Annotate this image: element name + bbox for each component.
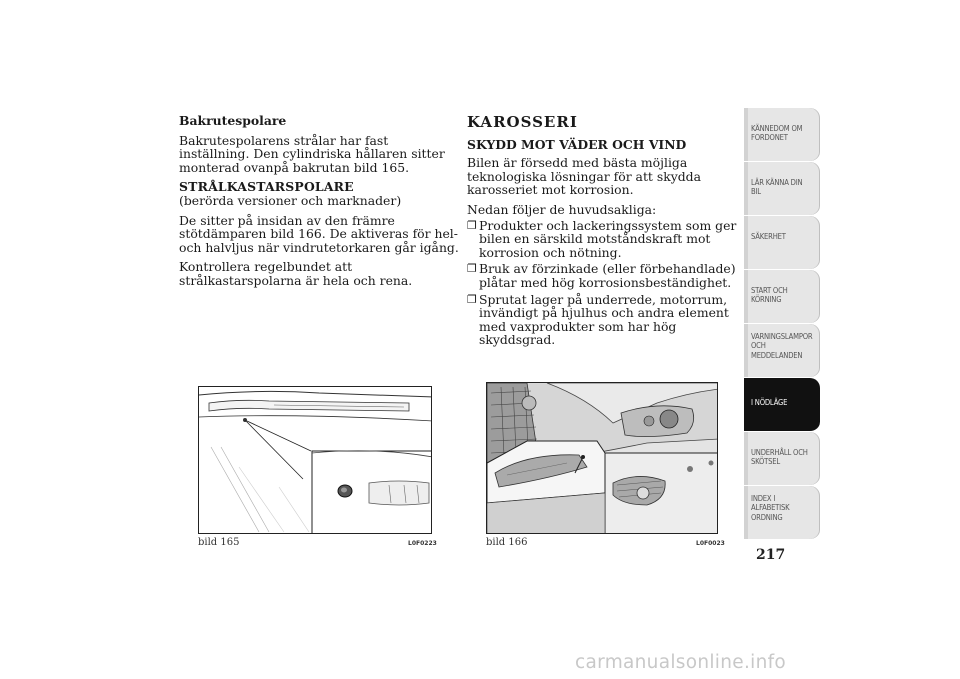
tab-sakerhet[interactable]: SÄKERHET [744,216,820,270]
right-column [467,114,747,350]
tab-varningslampor[interactable]: VARNINGSLAMPOR OCH MEDDELANDEN [744,324,820,378]
left-column [179,114,459,294]
rear-washer-illustration [199,387,432,534]
headlight-washer-check-text: Kontrollera regelbundet att strålkastarspolarna är hela och rena. [179,259,413,288]
rear-washer-heading: Bakrutespolare [179,113,287,128]
checkbox-bullet-icon: ❐ [467,218,477,232]
figure-166-code: L0F0023 [696,540,725,547]
checkbox-bullet-icon: ❐ [467,262,477,276]
section-subtitle: SKYDD MOT VÄDER OCH VIND [467,136,687,152]
section-title-karosseri: KAROSSERI [467,113,578,131]
tab-underhall-och-skotsel[interactable]: UNDERHÅLL OCH SKÖTSEL [744,432,820,486]
headlight-washer-illustration [487,383,718,534]
tab-lar-kanna-din-bil[interactable]: LÄR KÄNNA DIN BIL [744,162,820,216]
list-item: ❐ Produkter och lackeringssystem som ger bilen en särskild motståndskraft mot korrosion och nötning. [467,217,737,260]
protection-list [467,219,747,347]
headlight-washer-note: (berörda versioner och marknader) [179,192,402,208]
tab-start-och-korning[interactable]: START OCH KÖRNING [744,270,820,324]
checkbox-bullet-icon: ❐ [467,292,477,306]
rear-washer-text: Bakrutespolarens strålar har fast inställning. Den cylindriska hållaren sitter monterad ovanpå bakrutan bild 165. [179,132,445,175]
list-item: ❐ Bruk av förzinkade (eller förbehandlade) plåtar med hög korrosionsbeständighet. [467,261,736,290]
figure-166-caption: bild 166 [486,537,528,548]
page-number: 217 [756,547,786,563]
list-item: ❐ Sprutat lager på underrede, motorrum, invändigt på hjulhus och andra element med vaxprodukter som har hög skyddsgrad. [467,291,729,348]
figure-165-caption: bild 165 [198,537,240,548]
tab-i-nodlage[interactable]: I NÖDLÄGE [744,378,820,432]
figure-headlight-washer [486,382,718,534]
chapter-tabs [744,108,820,540]
watermark: carmanualsonline.info [575,652,787,673]
tab-index[interactable]: INDEX I ALFABETISK ORDNING [744,486,820,540]
tab-kannedom-om-fordonet[interactable]: KÄNNEDOM OM FORDONET [744,108,820,162]
headlight-washer-title: STRÅLKASTARSPOLARE [179,179,354,195]
figure-165-code: L0F0223 [408,540,437,547]
list-intro-text: Nedan följer de huvudsakliga: [467,201,657,217]
headlight-washer-text: De sitter på insidan av den främre stötdämparen bild 166. De aktiveras för hel- och halvljus när vindrutetorkaren går igång. [179,212,459,255]
intro-text: Bilen är försedd med bästa möjliga teknologiska lösningar för att skydda karosseriet mot korrosion. [467,155,701,198]
figure-rear-washer [198,386,432,534]
